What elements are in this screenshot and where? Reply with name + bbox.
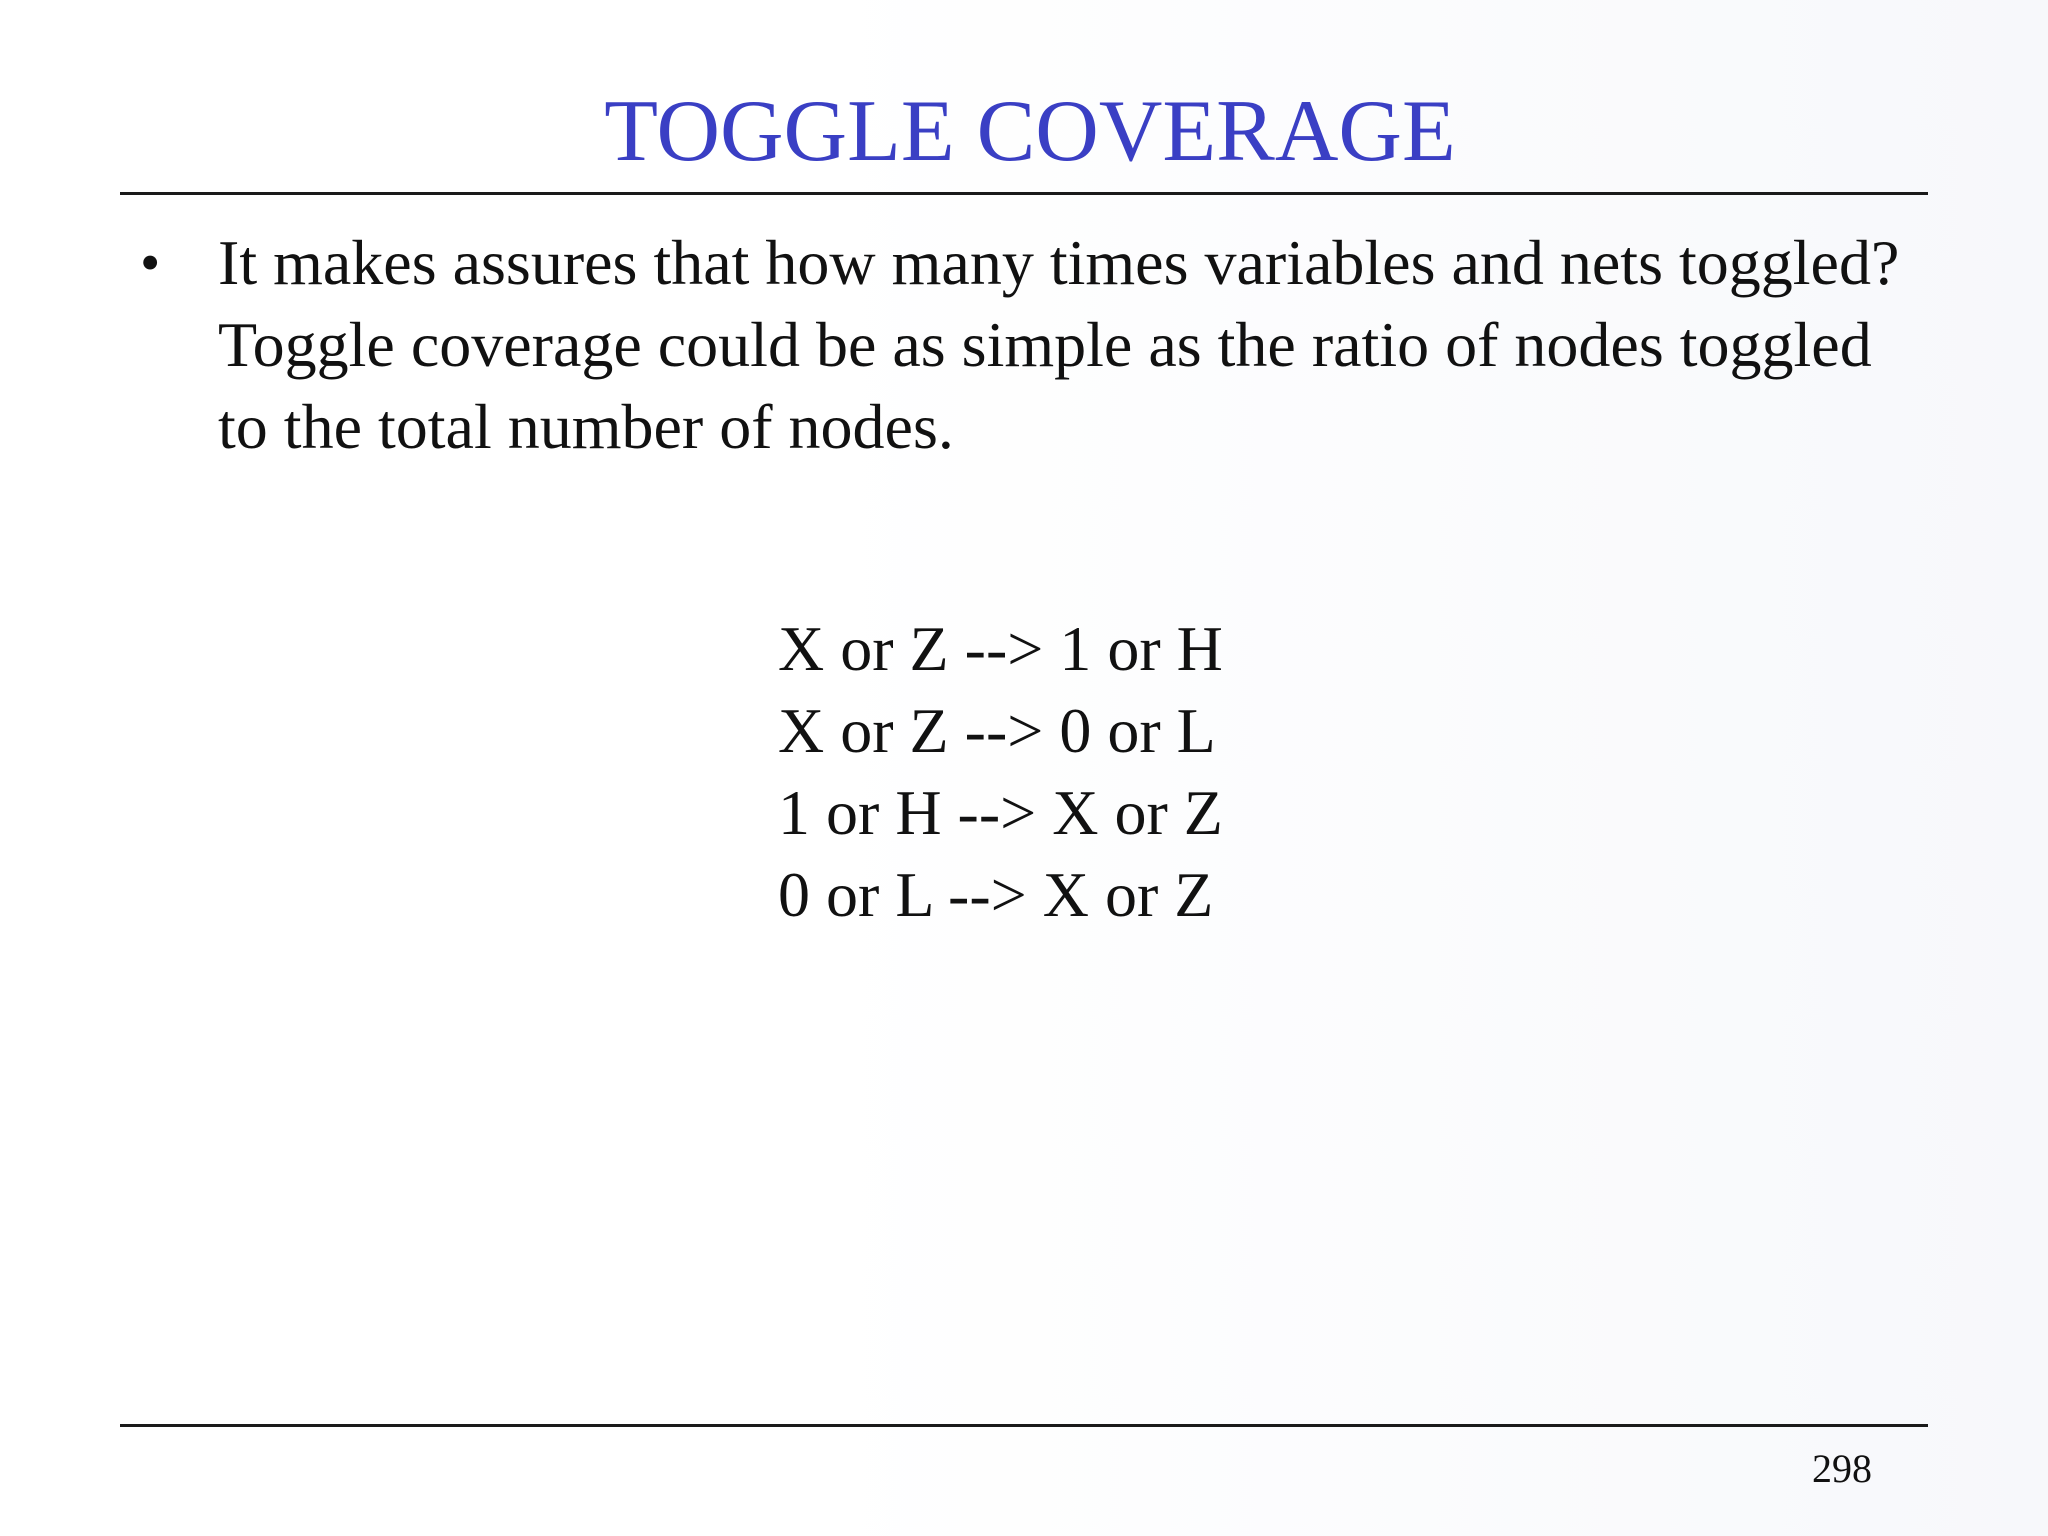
bullet-text: It makes assures that how many times variables and nets toggled? Toggle coverage could be as simple as the ratio of nodes toggled to the total number of nodes. (218, 227, 1900, 462)
transition-list (778, 608, 1223, 936)
transition-line: X or Z --> 0 or L (778, 695, 1216, 766)
transition-line: 0 or L --> X or Z (778, 859, 1214, 930)
bullet-item (140, 222, 1900, 468)
slide-title: TOGGLE COVERAGE (604, 83, 1456, 180)
transition-line: 1 or H --> X or Z (778, 777, 1223, 848)
transition-line: X or Z --> 1 or H (778, 613, 1223, 684)
bottom-divider (120, 1424, 1928, 1427)
top-divider (120, 192, 1928, 195)
bullet-marker: • (140, 230, 161, 295)
page-number: 298 (1812, 1446, 1872, 1491)
